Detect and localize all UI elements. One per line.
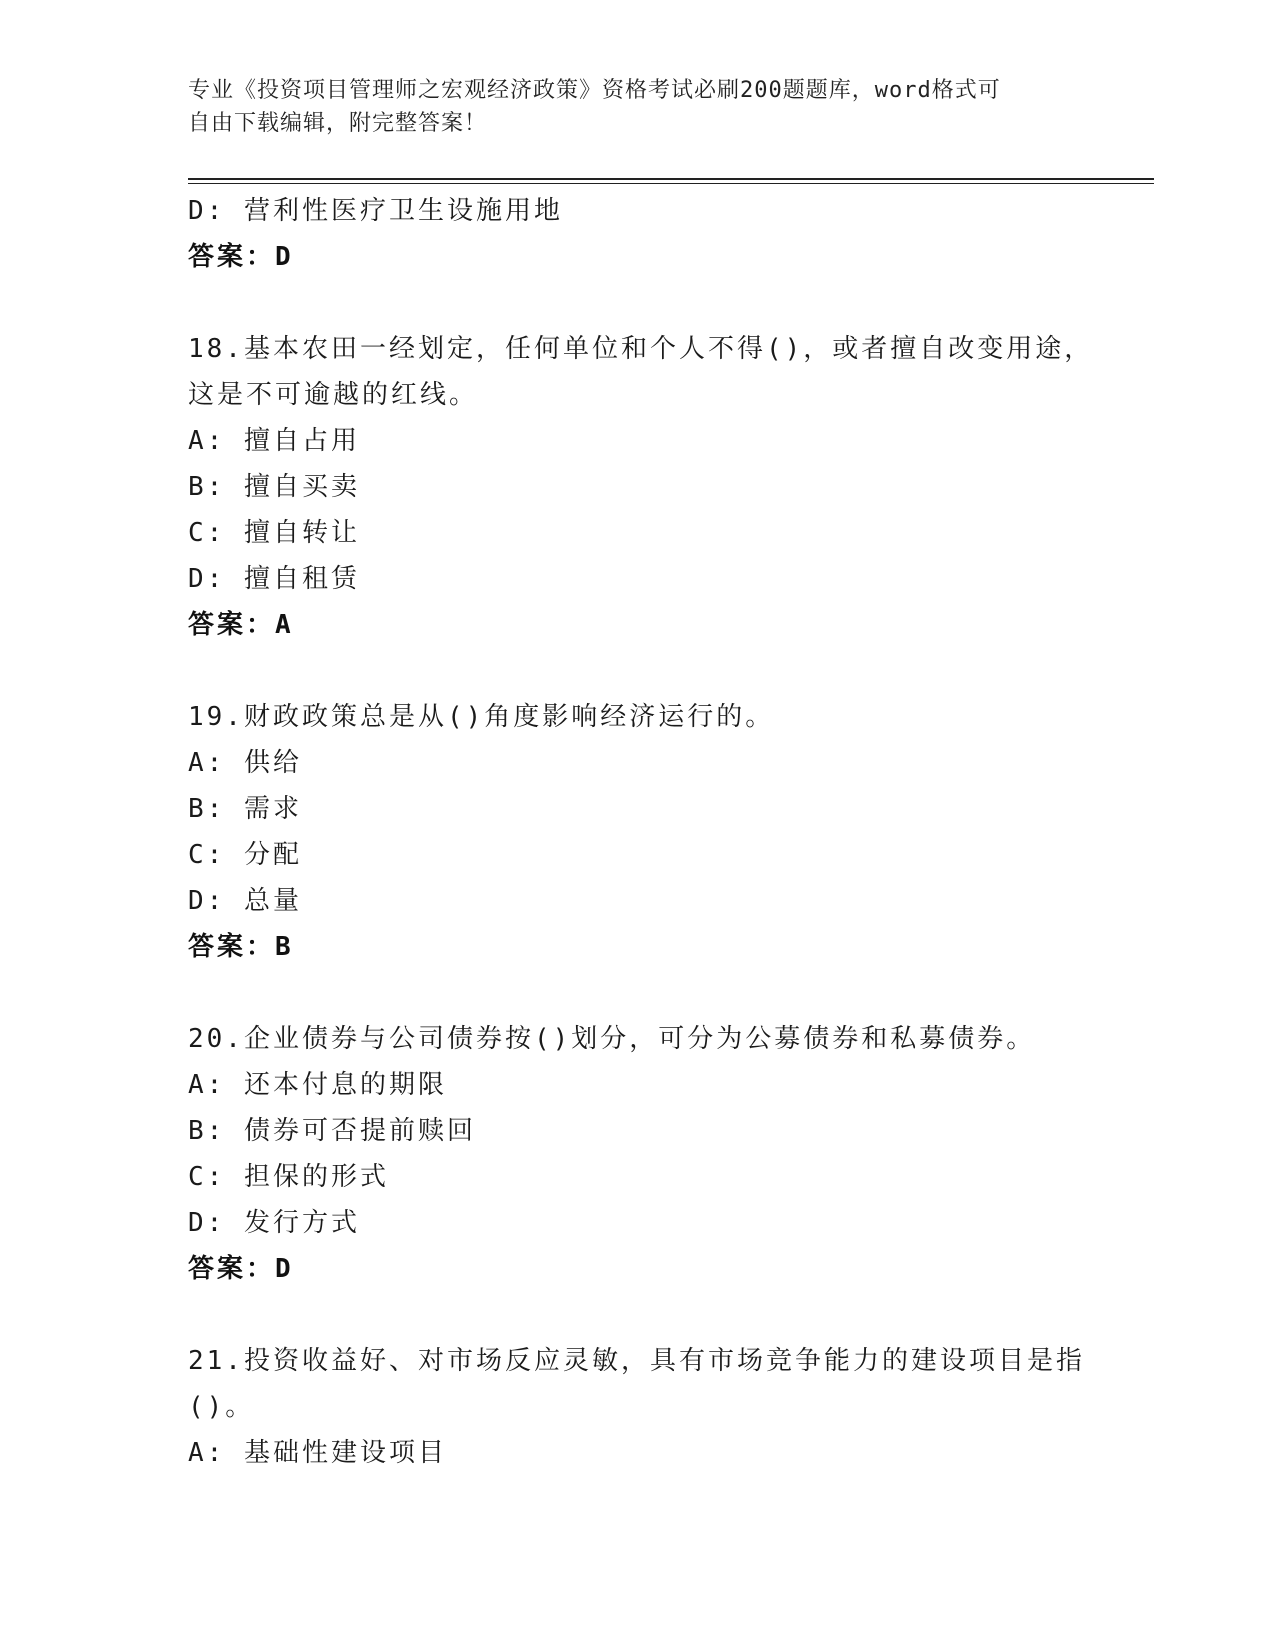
question-stem-continued: ()。 (188, 1392, 255, 1422)
option-a: A: 供给 (188, 748, 302, 778)
spacer (188, 970, 1088, 1016)
page-header (188, 74, 1068, 140)
spacer (188, 1292, 1088, 1338)
option-d: D: 营利性医疗卫生设施用地 (188, 196, 563, 226)
option-c: C: 擅自转让 (188, 518, 360, 548)
header-line-1: 专业《投资项目管理师之宏观经济政策》资格考试必刷200题题库，word格式可 (188, 78, 1001, 103)
option-c: C: 分配 (188, 840, 302, 870)
option-b: B: 债券可否提前赎回 (188, 1116, 476, 1146)
question-stem: 21.投资收益好、对市场反应灵敏，具有市场竞争能力的建设项目是指 (188, 1346, 1085, 1376)
question-20 (188, 1016, 1088, 1292)
question-list (188, 188, 1094, 1476)
option-b: B: 需求 (188, 794, 302, 824)
option-b: B: 擅自买卖 (188, 472, 360, 502)
question-stem: 20.企业债券与公司债券按()划分，可分为公募债券和私募债券。 (188, 1024, 1036, 1054)
option-a: A: 还本付息的期限 (188, 1070, 447, 1100)
question-19 (188, 694, 1088, 970)
question-stem-continued: 这是不可逾越的红线。 (188, 380, 479, 410)
question-21 (188, 1338, 1088, 1476)
option-d: D: 发行方式 (188, 1208, 360, 1238)
answer-line: 答案：D (188, 242, 294, 272)
option-a: A: 基础性建设项目 (188, 1438, 447, 1468)
question-stem: 18.基本农田一经划定，任何单位和个人不得()，或者擅自改变用途， (188, 334, 1094, 364)
header-line-2: 自由下载编辑，附完整答案！ (188, 111, 488, 136)
spacer (188, 648, 1088, 694)
header-divider (188, 178, 1154, 184)
answer-line: 答案：B (188, 932, 294, 962)
option-d: D: 总量 (188, 886, 302, 916)
spacer (188, 280, 1088, 326)
answer-line: 答案：A (188, 610, 294, 640)
question-stem: 19.财政政策总是从()角度影响经济运行的。 (188, 702, 775, 732)
option-c: C: 担保的形式 (188, 1162, 389, 1192)
option-d: D: 擅自租赁 (188, 564, 360, 594)
answer-line: 答案：D (188, 1254, 294, 1284)
previous-question-tail (188, 188, 1088, 280)
question-18 (188, 326, 1094, 648)
option-a: A: 擅自占用 (188, 426, 360, 456)
